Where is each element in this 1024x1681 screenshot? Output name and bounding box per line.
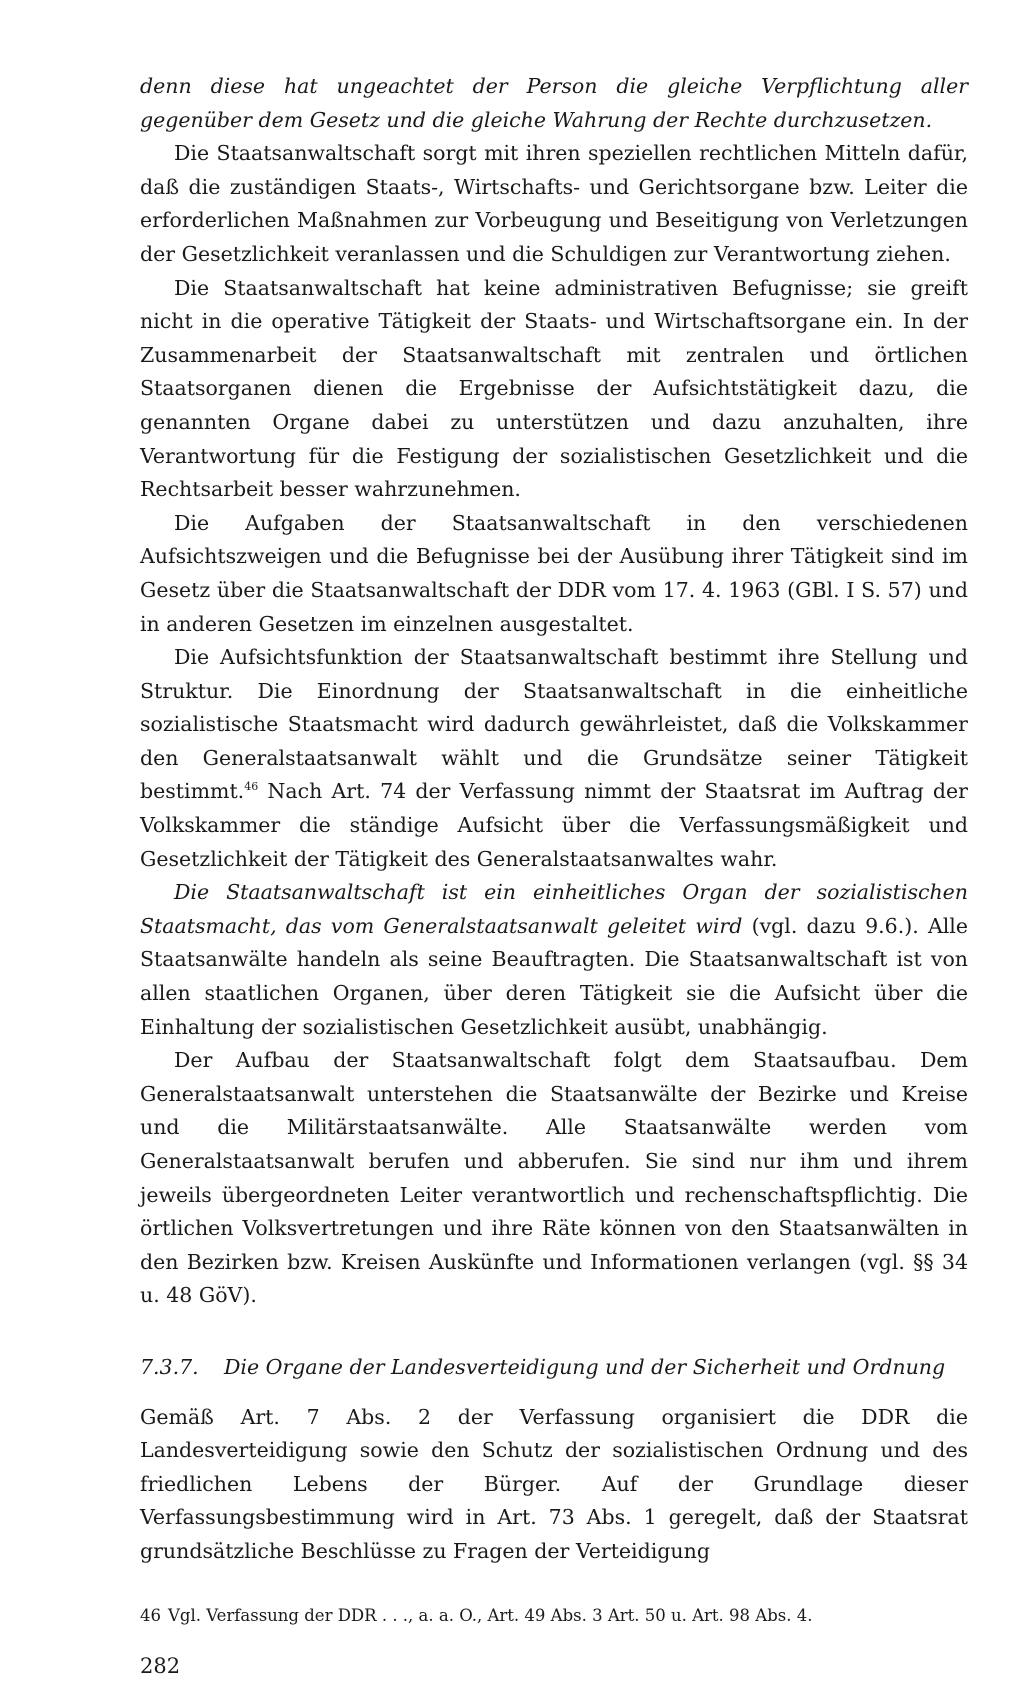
footnote-number: 46	[140, 1605, 161, 1625]
document-page	[140, 70, 968, 1681]
footnote	[140, 1603, 968, 1629]
paragraph-supervisory-function-text-before: Die Aufsichtsfunktion der Staatsanwaltschaft bestimmt ihre Stellung und Struktur. Die Einordnung der Staatsanwaltschaft in die einheitliche sozialistische Staatsmacht wird dadurch gewährleistet, daß die Volkskammer den Generalstaatsanwalt wählt und die Grundsätze seiner Tätigkeit bestimmt.	[140, 645, 968, 804]
paragraph-structure: Der Aufbau der Staatsanwaltschaft folgt dem Staatsaufbau. Dem Generalstaatsanwalt unterstehen die Staatsanwälte der Bezirke und Kreise und die Militärstaatsanwälte. Alle Staatsanwälte werden vom Generalstaatsanwalt berufen und abberufen. Sie sind nur ihm und ihrem jeweils übergeordneten Leiter verantwortlich und rechenschaftspflichtig. Die örtlichen Volksvertretungen und ihre Räte können von den Staatsanwälten in den Bezirken bzw. Kreisen Auskünfte und Informationen verlangen (vgl. §§ 34 u. 48 GöV).	[140, 1048, 968, 1308]
page-number: 282	[140, 1653, 181, 1678]
paragraph-supervisory-function	[140, 641, 968, 876]
paragraph-unified-organ-italic: Die Staatsanwaltschaft ist ein einheitliches Organ der sozialistischen Staatsmacht, das vom Generalstaatsanwalt geleitet wird	[140, 880, 968, 938]
footnote-text: Vgl. Verfassung der DDR . . ., a. a. O., Art. 49 Abs. 3 Art. 50 u. Art. 98 Abs. 4.	[168, 1605, 813, 1625]
paragraph-measures: Die Staatsanwaltschaft sorgt mit ihren speziellen rechtlichen Mitteln dafür, daß die zuständigen Staats-, Wirtschafts- und Gerichtsorgane bzw. Leiter die erforderlichen Maßnahmen zur Vorbeugung und Beseitigung von Verletzungen der Gesetzlichkeit veranlassen und die Schuldigen zur Verantwortung ziehen.	[140, 141, 968, 266]
section-paragraph: Gemäß Art. 7 Abs. 2 der Verfassung organisiert die DDR die Landesverteidigung sowie den Schutz der sozialistischen Ordnung und des friedlichen Lebens der Bürger. Auf der Grundlage dieser Verfassungsbestimmung wird in Art. 73 Abs. 1 geregelt, daß der Staatsrat grundsätzliche Beschlüsse zu Fragen der Verteidigung	[140, 1404, 968, 1563]
paragraph-tasks-and-powers: Die Aufgaben der Staatsanwaltschaft in den verschiedenen Aufsichtszweigen und die Befugnisse bei der Ausübung ihrer Tätigkeit sind im Gesetz über die Staatsanwaltschaft der DDR vom 17. 4. 1963 (GBl. I S. 57) und in anderen Gesetzen im einzelnen ausgestaltet.	[140, 510, 968, 636]
section-title: Die Organe der Landesverteidigung und der Sicherheit und Ordnung	[224, 1354, 946, 1379]
paragraph-continuation: denn diese hat ungeachtet der Person die gleiche Verpflichtung aller gegenüber dem Gesetz und die gleiche Wahrung der Rechte durchzusetzen.	[140, 74, 968, 132]
section-number: 7.3.7.	[140, 1354, 199, 1379]
paragraph-no-administrative-powers: Die Staatsanwaltschaft hat keine administrativen Befugnisse; sie greift nicht in die operative Tätigkeit der Staats- und Wirtschaftsorgane ein. In der Zusammenarbeit der Staatsanwaltschaft mit zentralen und örtlichen Staatsorganen dienen die Ergebnisse der Aufsichtstätigkeit dazu, die genannten Organe dabei zu unterstützen und dazu anzuhalten, ihre Verantwortung für die Festigung der sozialistischen Gesetzlichkeit und die Rechtsarbeit besser wahrzunehmen.	[140, 275, 968, 502]
footnote-reference: 46	[244, 780, 259, 794]
paragraph-unified-organ-text-after: (vgl. dazu 9.6.). Alle Staatsanwälte handeln als seine Beauftragten. Die Staatsanwaltschaft ist von allen staatlichen Organen, über deren Tätigkeit sie die Aufsicht über die Einhaltung der sozialistischen Gesetzlichkeit ausübt, unabhängig.	[140, 913, 968, 1039]
paragraph-supervisory-function-text-after: Nach Art. 74 der Verfassung nimmt der Staatsrat im Auftrag der Volkskammer die ständige Aufsicht über die Verfassungsmäßigkeit und Gesetzlichkeit der Tätigkeit des Generalstaatsanwaltes wahr.	[140, 779, 968, 871]
section-heading	[140, 1351, 968, 1385]
paragraph-unified-organ	[140, 876, 968, 1044]
